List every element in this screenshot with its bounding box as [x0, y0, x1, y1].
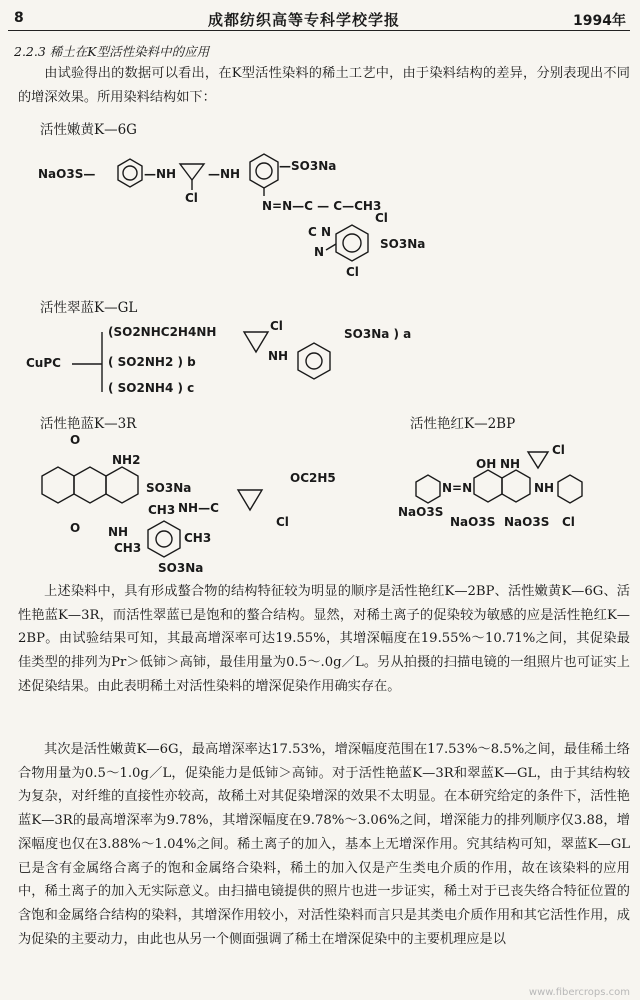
k2bp-triazine: [528, 452, 548, 468]
paragraph-2: [18, 738, 630, 998]
k6g-nh-1: —NH: [144, 167, 177, 181]
k3r-nh: NH: [108, 525, 129, 539]
k6g-n-ring: N: [314, 245, 325, 259]
journal-title: 成都纺织高等专科学校学报: [208, 11, 401, 29]
k2bp-benzene-right: [558, 475, 582, 503]
intro-text: 由试验得出的数据可以看出，在K型活性染料的稀土工艺中，由于染料结构的差异，分别表现出不同的增深效果。所用染料结构如下：: [18, 66, 630, 105]
k2bp-naso3s-mid: NaO3S: [450, 515, 496, 529]
k3r-so3na-1: SO3Na: [146, 481, 192, 495]
k2bp-oh: OH: [476, 457, 497, 471]
kgl-cl: Cl: [270, 319, 283, 333]
kgl-cupc: CuPC: [26, 356, 61, 370]
k6g-azo-chain: N=N—C — C—CH3: [262, 199, 382, 213]
k6g-benzene-2-ring: [256, 163, 272, 179]
k3r-nh-c: NH—C: [178, 501, 219, 515]
k2bp-nh-2: NH: [534, 481, 555, 495]
structure-k3r: [28, 430, 378, 580]
k3r-o-bottom: O: [70, 521, 81, 535]
k3r-nh2: NH2: [112, 453, 141, 467]
k2bp-naso3s-left: NaO3S: [398, 505, 444, 519]
running-header: [8, 6, 630, 31]
k2bp-naso3s-right: NaO3S: [504, 515, 550, 529]
structure-k6g: [30, 140, 500, 290]
k6g-bond-ring: [326, 244, 336, 250]
k3r-ring-right: [106, 467, 138, 503]
k2bp-naph-left: [474, 470, 502, 502]
k3r-benzene-lower-ring: [156, 531, 172, 547]
k6g-so3na-top: —SO3Na: [279, 159, 337, 173]
k3r-benzene-lower: [148, 521, 180, 557]
watermark: www.fibercrops.com: [528, 987, 630, 998]
k6g-naso3s: NaO3S—: [38, 167, 96, 181]
issue-year: 1994年: [573, 13, 626, 29]
dye-name-k6g: 活性嫩黄K—6G: [40, 122, 137, 138]
dye-name-k3r: 活性艳蓝K—3R: [40, 416, 137, 432]
kgl-nh: NH: [268, 349, 289, 363]
kgl-group-b: ( SO2NH2 ) b: [108, 355, 196, 369]
k6g-benzene-3-ring: [343, 234, 361, 252]
k3r-ring-left: [42, 467, 74, 503]
kgl-so3na: SO3Na ) a: [344, 327, 412, 341]
k3r-ring-mid: [74, 467, 106, 503]
kgl-group-c: ( SO2NH4 ) c: [108, 381, 195, 395]
intro-paragraph: [18, 62, 630, 110]
structure-k2bp: [396, 430, 636, 540]
k3r-cl: Cl: [276, 515, 289, 529]
k3r-o-top: O: [70, 433, 81, 447]
kgl-benzene-ring: [306, 353, 322, 369]
k3r-ch3-2: CH3: [114, 541, 142, 555]
k2bp-nh: NH: [500, 457, 521, 471]
k6g-so3na-right: SO3Na: [380, 237, 426, 251]
k3r-ch3-3: CH3: [184, 531, 212, 545]
k6g-cl-triazine: Cl: [185, 191, 198, 205]
k6g-triazine: [180, 164, 204, 180]
paragraph-1-text: 上述染料中，具有形成螯合物的结构特征较为明显的顺序是活性艳红K—2BP、活性嫩黄K—6G、活性艳蓝K—3R，而活性翠蓝已是饱和的螯合结构。显然，对稀土离子的促染较为敏感的应是活性艳红K—2BP。由试验结果可知，其最高增深率可达19.55%，其增深幅度在19.55%～10.71%之间，其促染最佳类型的排列为Pr＞低铈＞高铈，最佳用量为0.5～.0g／L。另从拍摄的扫描电镜的一组照片也可证实上述促染结果。由此表明稀土对活性染料的增深促染作用确实存在。: [18, 584, 630, 694]
section-heading: 2.2.3 稀土在K型活性染料中的应用: [14, 44, 210, 59]
paragraph-1: [18, 580, 630, 732]
k2bp-cl-top: Cl: [552, 443, 565, 457]
k2bp-cl-bottom: Cl: [562, 515, 575, 529]
kgl-benzene: [298, 343, 330, 379]
k2bp-naph-right: [502, 470, 530, 502]
k6g-cl-ring: Cl: [375, 211, 388, 225]
k6g-benzene-3: [336, 225, 368, 261]
dye-name-kgl: 活性翠蓝K—GL: [40, 300, 138, 316]
k6g-benzene-1-ring: [123, 166, 137, 180]
k2bp-benzene: [416, 475, 440, 503]
page-number: 8: [14, 10, 24, 26]
k2bp-azo: N=N: [442, 481, 473, 495]
k3r-ch3-1: CH3: [148, 503, 176, 517]
k6g-cl-bottom: Cl: [346, 265, 359, 279]
k3r-so3na-2: SO3Na: [158, 561, 204, 575]
k3r-triazine: [238, 490, 262, 510]
dye-name-k2bp: 活性艳红K—2BP: [410, 416, 516, 432]
k6g-benzene-2: [250, 154, 278, 188]
k6g-benzene-1: [118, 159, 142, 187]
paragraph-2-text: 其次是活性嫩黄K—6G，最高增深率达17.53%，增深幅度范围在17.53%～8.5%之间，最佳稀土络合物用量为0.5～1.0g／L，促染能力是低铈＞高铈。对于活性艳蓝K—3R和翠蓝K—GL，由于其结构较为复杂，对纤维的直接性亦较高，故稀土对其促染增深的效果不太明显。在本研究给定的条件下，活性艳蓝K—3R的最高增深率为9.78%，其增深幅度在9.78%～3.06%之间，增深能力的排列顺序仅3.88，增深幅度也仅在3.88%～1.04%之间。稀土离子的加入，基本上无增深作用。究其结构可知，翠蓝K—GL已是含有金属络合离子的饱和金属络合染料，稀土的加入仅是产生类电介质的作用，故在该染料的应用中，稀土离子的加入无实际意义。由扫描电镜提供的照片也进一步证实，稀土对于已丧失络合特征位置的含饱和金属络合结构的染料，其增深作用较小，对活性染料而言只是其类电介质作用和其它活性作用，成为促染的主要动力，由此也从另一个侧面强调了稀土在增深促染中的主要机理应是以: [18, 742, 630, 947]
k6g-nh-2: —NH: [208, 167, 241, 181]
structure-kgl: [24, 312, 464, 404]
kgl-triazine: [244, 332, 268, 352]
k6g-cn: C N: [308, 225, 332, 239]
k3r-oc2h5: OC2H5: [290, 471, 336, 485]
kgl-group-a: (SO2NHC2H4NH: [108, 325, 217, 339]
